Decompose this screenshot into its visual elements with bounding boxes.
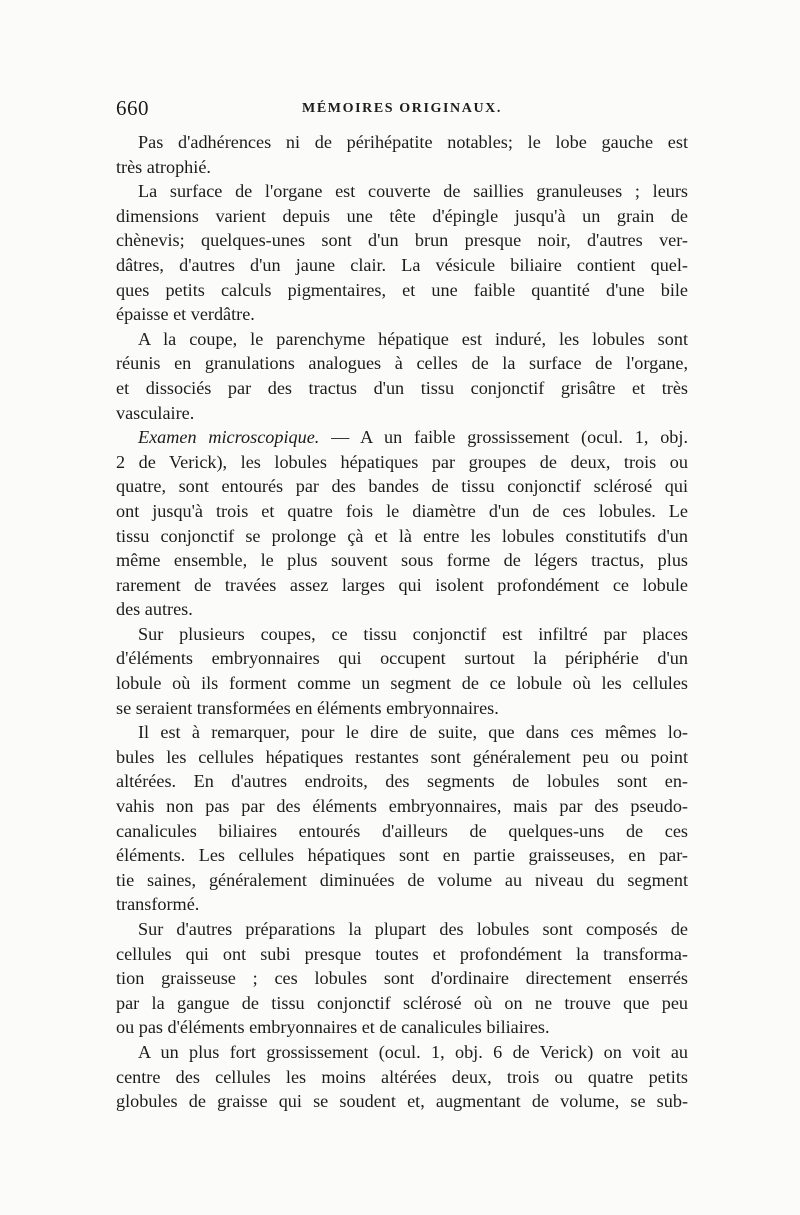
text-line: chènevis; quelques-unes sont d'un brun presque noir, d'autres ver- xyxy=(116,230,688,251)
italic-lead-in: Examen microscopique. xyxy=(138,427,320,448)
text-line: dâtres, d'autres d'un jaune clair. La vésicule biliaire contient quel- xyxy=(116,254,688,275)
text-line: cellules qui ont subi presque toutes et profondément la transforma- xyxy=(116,943,688,964)
text-line: La surface de l'organe est couverte de saillies granuleuses ; leurs xyxy=(138,181,688,202)
paragraph xyxy=(116,425,688,622)
paragraph xyxy=(116,622,688,720)
text-line: bules les cellules hépatiques restantes sont généralement peu ou point xyxy=(116,746,688,767)
text-line: se seraient transformées en éléments embryonnaires. xyxy=(116,697,499,718)
text-line: A la coupe, le parenchyme hépatique est induré, les lobules sont xyxy=(138,328,688,349)
text-line: par la gangue de tissu conjonctif sclérosé où on ne trouve que peu xyxy=(116,992,688,1013)
text-line: lobule où ils forment comme un segment de ce lobule où les cellules xyxy=(116,673,688,694)
text-line: dimensions varient depuis une tête d'épingle jusqu'à un grain de xyxy=(116,205,688,226)
running-title: MÉMOIRES ORIGINAUX. xyxy=(302,101,502,116)
paragraph xyxy=(116,179,688,327)
text-line xyxy=(116,425,688,450)
text-line: ques petits calculs pigmentaires, et une faible quantité d'une bile xyxy=(116,279,688,300)
text-line: ont jusqu'à trois et quatre fois le diamètre d'un de ces lobules. Le xyxy=(116,500,688,521)
text-line: rarement de travées assez larges qui isolent profondément ce lobule xyxy=(116,574,688,595)
text-line: altérées. En d'autres endroits, des segments de lobules sont en- xyxy=(116,771,688,792)
paragraph xyxy=(116,327,688,425)
paragraph xyxy=(116,917,688,1040)
body-text xyxy=(116,130,688,1114)
text-line: d'éléments embryonnaires qui occupent surtout la périphérie d'un xyxy=(116,648,688,669)
text-line: Il est à remarquer, pour le dire de suite, que dans ces mêmes lo- xyxy=(138,722,688,743)
text-line: épaisse et verdâtre. xyxy=(116,304,255,325)
text-line: ou pas d'éléments embryonnaires et de canalicules biliaires. xyxy=(116,1017,550,1038)
text-line: éléments. Les cellules hépatiques sont en partie graisseuses, en par- xyxy=(116,845,688,866)
text-line: Sur d'autres préparations la plupart des lobules sont composés de xyxy=(138,919,688,939)
text-line: 2 de Verick), les lobules hépatiques par groupes de deux, trois ou xyxy=(116,451,688,472)
paragraph xyxy=(116,130,688,179)
text-line: même ensemble, le plus souvent sous forme de légers tractus, plus xyxy=(116,550,688,571)
text-line: Sur plusieurs coupes, ce tissu conjonctif est infiltré par places xyxy=(138,623,688,644)
text-line: vahis non pas par des éléments embryonnaires, mais par des pseudo- xyxy=(116,796,688,817)
text-line: tie saines, généralement diminuées de volume au niveau du segment xyxy=(116,869,688,890)
text-line: vasculaire. xyxy=(116,402,195,423)
text-line: centre des cellules les moins altérées deux, trois ou quatre petits xyxy=(116,1066,688,1087)
page-number: 660 xyxy=(116,96,149,120)
text-line: tion graisseuse ; ces lobules sont d'ordinaire directement enserrés xyxy=(116,968,688,989)
text-line: quatre, sont entourés par des bandes de tissu conjonctif sclérosé qui xyxy=(116,476,688,497)
running-head xyxy=(116,96,688,126)
text-line: tissu conjonctif se prolonge çà et là entre les lobules constitutifs d'un xyxy=(116,525,688,546)
paragraph xyxy=(116,720,688,917)
text-line: réunis en granulations analogues à celles de la surface de l'organe, xyxy=(116,353,688,374)
text-line: très atrophié. xyxy=(116,156,211,177)
text-line: globules de graisse qui se soudent et, augmentant de volume, se sub- xyxy=(116,1091,688,1112)
text-line: des autres. xyxy=(116,599,193,620)
text-line: canalicules biliaires entourés d'ailleurs de quelques-uns de ces xyxy=(116,820,688,841)
text-line: Pas d'adhérences ni de périhépatite notables; le lobe gauche est xyxy=(138,132,688,152)
line-text: — A un faible grossissement (ocul. 1, obj. xyxy=(319,427,688,448)
text-line: A un plus fort grossissement (ocul. 1, obj. 6 de Verick) on voit au xyxy=(138,1041,688,1062)
text-line: et dissociés par des tractus d'un tissu conjonctif grisâtre et très xyxy=(116,377,688,398)
paragraph xyxy=(116,1040,688,1114)
text-line: transformé. xyxy=(116,894,200,915)
